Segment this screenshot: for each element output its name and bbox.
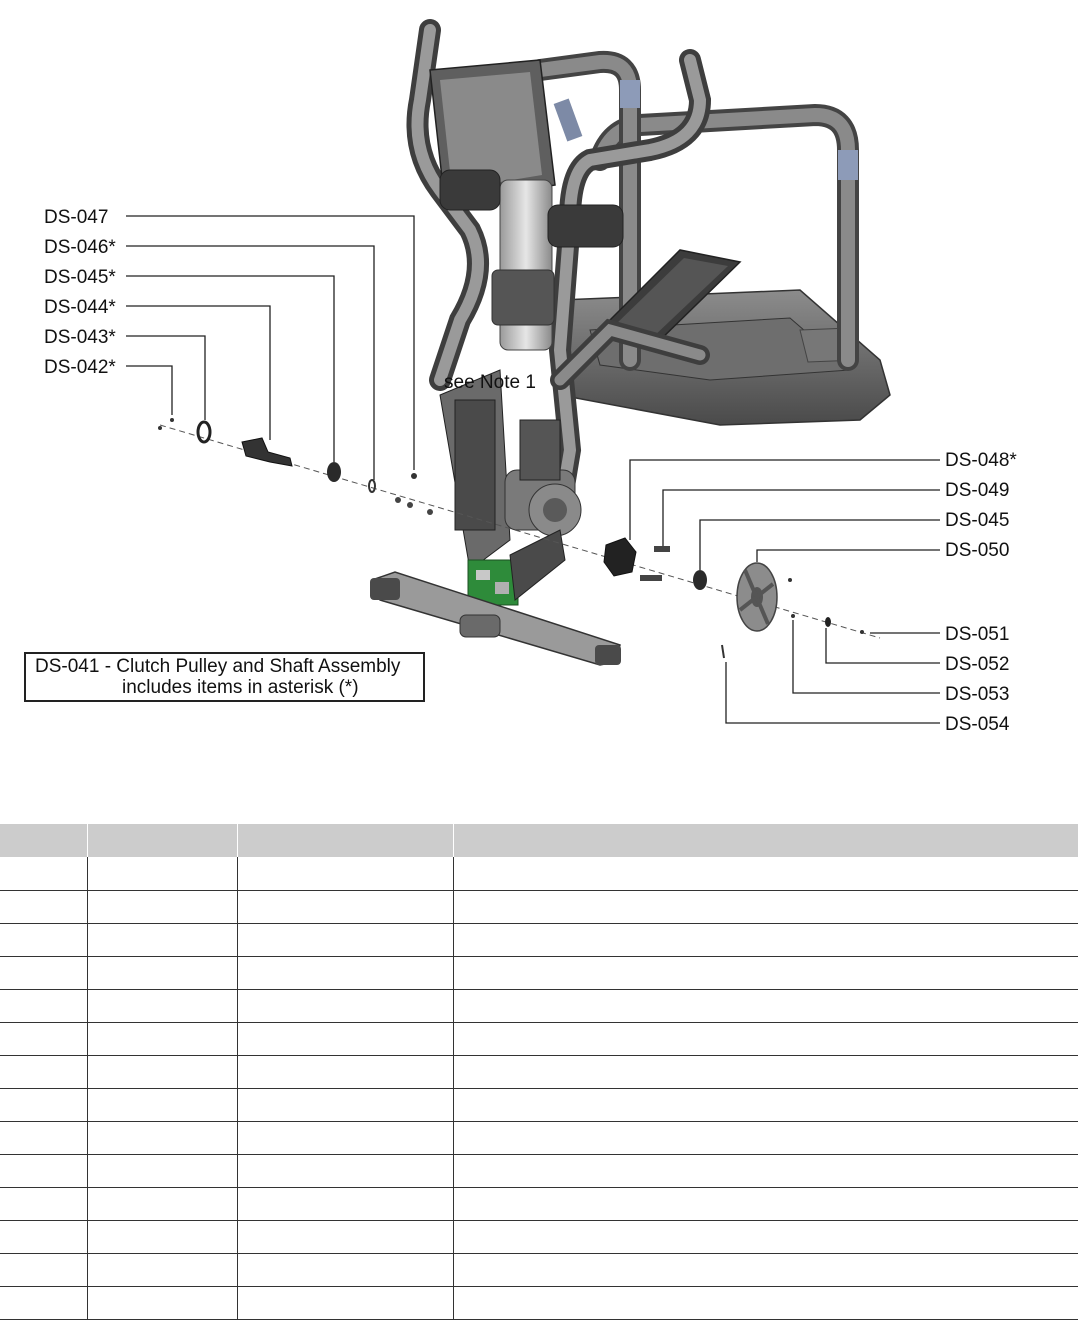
table-cell — [237, 1055, 453, 1088]
table-row — [0, 1022, 1078, 1055]
part-ds-053 — [791, 614, 795, 618]
table-row — [0, 1154, 1078, 1187]
table-cell — [87, 989, 237, 1022]
table-cell — [87, 1253, 237, 1286]
table-cell — [237, 1121, 453, 1154]
table-row — [0, 890, 1078, 923]
callout-ds-046: DS-046* — [44, 237, 116, 258]
table-row — [0, 1055, 1078, 1088]
table-cell — [237, 956, 453, 989]
assembly-note-subtitle: includes items in asterisk (*) — [122, 677, 359, 698]
table-cell — [0, 1154, 87, 1187]
callout-ds-054: DS-054 — [945, 714, 1010, 735]
callout-ds-049: DS-049 — [945, 480, 1010, 501]
table-row — [0, 1121, 1078, 1154]
part-ds-052 — [825, 617, 831, 627]
table-cell — [453, 923, 1078, 956]
table-cell — [453, 1253, 1078, 1286]
table-cell — [453, 1154, 1078, 1187]
table-cell — [453, 1055, 1078, 1088]
table-header-cell — [237, 824, 453, 857]
table-cell — [237, 1088, 453, 1121]
table-row — [0, 956, 1078, 989]
table-cell — [0, 1253, 87, 1286]
table-row — [0, 1088, 1078, 1121]
table-cell — [0, 989, 87, 1022]
table-cell — [87, 1187, 237, 1220]
assembly-note-box — [24, 652, 425, 702]
table-cell — [453, 956, 1078, 989]
table-cell — [87, 956, 237, 989]
part-ds-047 — [411, 473, 417, 479]
callout-ds-044: DS-044* — [44, 297, 116, 318]
table-cell — [453, 1088, 1078, 1121]
table-cell — [87, 1154, 237, 1187]
table-cell — [237, 1187, 453, 1220]
table-cell — [237, 1022, 453, 1055]
table-cell — [87, 923, 237, 956]
table-cell — [453, 857, 1078, 890]
table-cell — [237, 923, 453, 956]
table-cell — [237, 989, 453, 1022]
table-cell — [237, 1286, 453, 1319]
table-cell — [0, 956, 87, 989]
table-cell — [237, 857, 453, 890]
callout-ds-050: DS-050 — [945, 540, 1010, 561]
table-cell — [453, 1022, 1078, 1055]
part-ds-049 — [654, 546, 670, 552]
table-cell — [0, 1055, 87, 1088]
table-cell — [0, 1022, 87, 1055]
table-cell — [87, 857, 237, 890]
table-header-cell — [453, 824, 1078, 857]
table-header-cell — [0, 824, 87, 857]
callout-ds-045-right: DS-045 — [945, 510, 1010, 531]
table-cell — [453, 1220, 1078, 1253]
table-cell — [237, 890, 453, 923]
table-cell — [87, 1220, 237, 1253]
part-ds-051 — [860, 630, 864, 634]
table-cell — [453, 989, 1078, 1022]
part-ds-042 — [170, 418, 174, 422]
table-cell — [0, 923, 87, 956]
table-row — [0, 857, 1078, 890]
callout-ds-051: DS-051 — [945, 624, 1010, 645]
table-cell — [87, 1088, 237, 1121]
callout-ds-047: DS-047 — [44, 207, 109, 228]
callout-ds-045: DS-045* — [44, 267, 116, 288]
table-row — [0, 1220, 1078, 1253]
table-cell — [87, 1121, 237, 1154]
table-body — [0, 857, 1078, 1319]
table-cell — [0, 890, 87, 923]
table-row — [0, 989, 1078, 1022]
table-cell — [237, 1253, 453, 1286]
table-row — [0, 1187, 1078, 1220]
table-cell — [453, 890, 1078, 923]
callout-ds-048: DS-048* — [945, 450, 1017, 471]
assembly-note-title: DS-041 - Clutch Pulley and Shaft Assembly — [35, 656, 401, 677]
table-cell — [453, 1121, 1078, 1154]
table-cell — [0, 1088, 87, 1121]
table-cell — [0, 857, 87, 890]
table-row — [0, 1253, 1078, 1286]
parts-table — [0, 824, 1078, 1320]
table-cell — [453, 1286, 1078, 1319]
table-cell — [0, 1286, 87, 1319]
note-label: see Note 1 — [444, 372, 536, 393]
table-cell — [87, 1286, 237, 1319]
table-header-cell — [87, 824, 237, 857]
callout-ds-043: DS-043* — [44, 327, 116, 348]
table-cell — [87, 1022, 237, 1055]
table-cell — [0, 1187, 87, 1220]
table-header-row — [0, 824, 1078, 857]
part-ds-045-left — [327, 462, 341, 482]
table-cell — [453, 1187, 1078, 1220]
table-cell — [0, 1121, 87, 1154]
table-cell — [237, 1154, 453, 1187]
table-cell — [0, 1220, 87, 1253]
callout-ds-052: DS-052 — [945, 654, 1010, 675]
callout-ds-053: DS-053 — [945, 684, 1010, 705]
table-cell — [87, 1055, 237, 1088]
table-cell — [87, 890, 237, 923]
table-cell — [237, 1220, 453, 1253]
table-row — [0, 1286, 1078, 1319]
callout-ds-042: DS-042* — [44, 357, 116, 378]
parts-table-container — [0, 824, 1078, 1320]
table-row — [0, 923, 1078, 956]
part-ds-045-right — [693, 570, 707, 590]
